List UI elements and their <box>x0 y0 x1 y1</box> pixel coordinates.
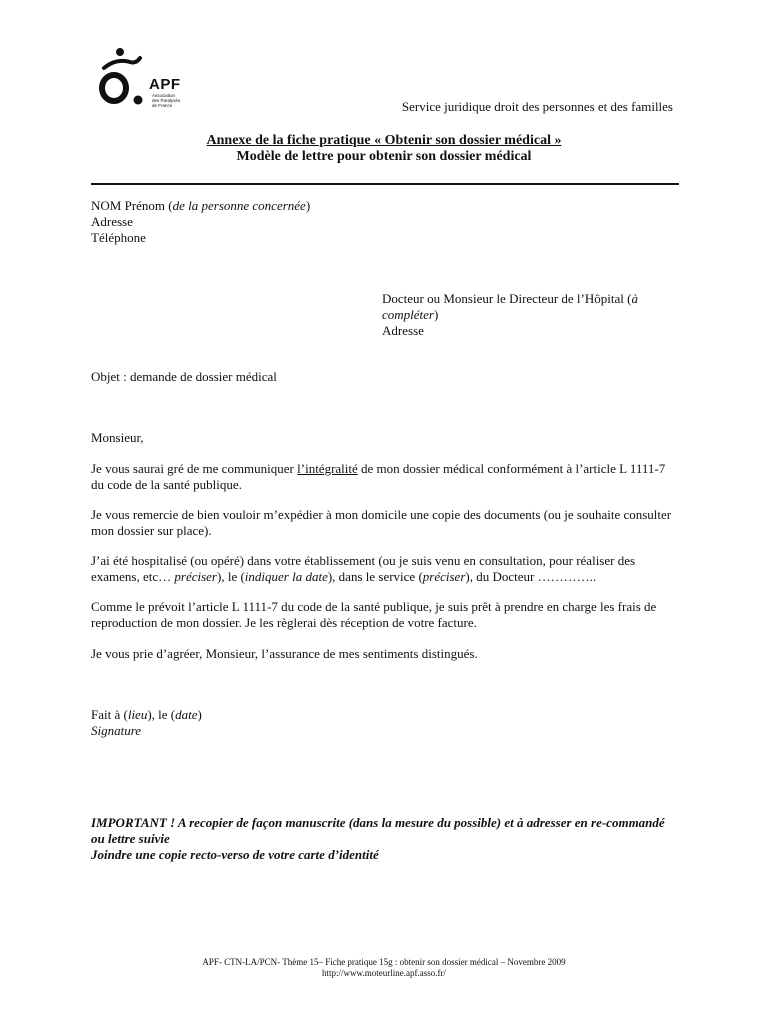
paragraph-costs: Comme le prévoit l’article L 1111-7 du code de la santé publique, je suis prêt à prendre en charge les frais de reproduction de mon dossier. Je les règlerai dès réception de votre facture. <box>91 599 657 630</box>
paragraph-request: Je vous saurai gré de me communiquer l’intégralité de mon dossier médical conformément à l’article L 1111-7 du code de la santé publique. <box>91 461 666 492</box>
sender-name: NOM Prénom (de la personne concernée) <box>91 198 311 213</box>
page-footer <box>0 957 768 979</box>
document-subtitle: Modèle de lettre pour obtenir son dossier médical <box>236 149 532 164</box>
recipient-block <box>382 291 682 339</box>
footer-reference: APF- CTN-LA/PCN- Thème 15– Fiche pratique 15g : obtenir son dossier médical – Novembre 2009 <box>202 957 566 967</box>
sender-address: Adresse <box>91 214 133 229</box>
place-date: Fait à (lieu), le (date) <box>91 707 202 722</box>
logo-name: APF <box>149 76 181 93</box>
logo-subtitle: Association des Paralysés de France <box>152 93 181 108</box>
signature-label: Signature <box>91 723 142 738</box>
recipient-address: Adresse <box>382 323 424 338</box>
sender-block <box>91 198 310 246</box>
sender-phone: Téléphone <box>91 230 146 245</box>
service-header: Service juridique droit des personnes et des familles <box>401 99 673 114</box>
paragraph-closing: Je vous prie d’agréer, Monsieur, l’assurance de mes sentiments distingués. <box>91 646 478 661</box>
important-line-1: IMPORTANT ! A recopier de façon manuscrite (dans la mesure du possible) et à adresser en re-commandé ou lettre suivie <box>91 815 665 846</box>
footer-url: http://www.moteurline.apf.asso.fr/ <box>322 968 446 978</box>
apf-logo-icon <box>94 46 154 108</box>
letter-object: Objet : demande de dossier médical <box>91 369 277 384</box>
recipient-name: Docteur ou Monsieur le Directeur de l’Hôpital (à compléter) <box>382 291 638 322</box>
paragraph-copy: Je vous remercie de bien vouloir m’expédier à mon domicile une copie des documents (ou je souhaite consulter mon dossier sur place). <box>91 507 672 538</box>
horizontal-rule <box>91 183 679 185</box>
salutation: Monsieur, <box>91 430 144 445</box>
important-line-2: Joindre une copie recto-verso de votre carte d’identité <box>91 847 379 862</box>
apf-logo <box>94 46 204 108</box>
important-notice <box>91 815 681 863</box>
paragraph-hospitalisation: J’ai été hospitalisé (ou opéré) dans votre établissement (ou je suis venu en consultation, pour réaliser des examens, etc… préciser), le (indiquer la date), dans le service (préciser), du Docteur ………….. <box>91 553 636 584</box>
place-date-signature <box>91 707 202 739</box>
document-title: Annexe de la fiche pratique « Obtenir son dossier médical » <box>206 133 562 148</box>
